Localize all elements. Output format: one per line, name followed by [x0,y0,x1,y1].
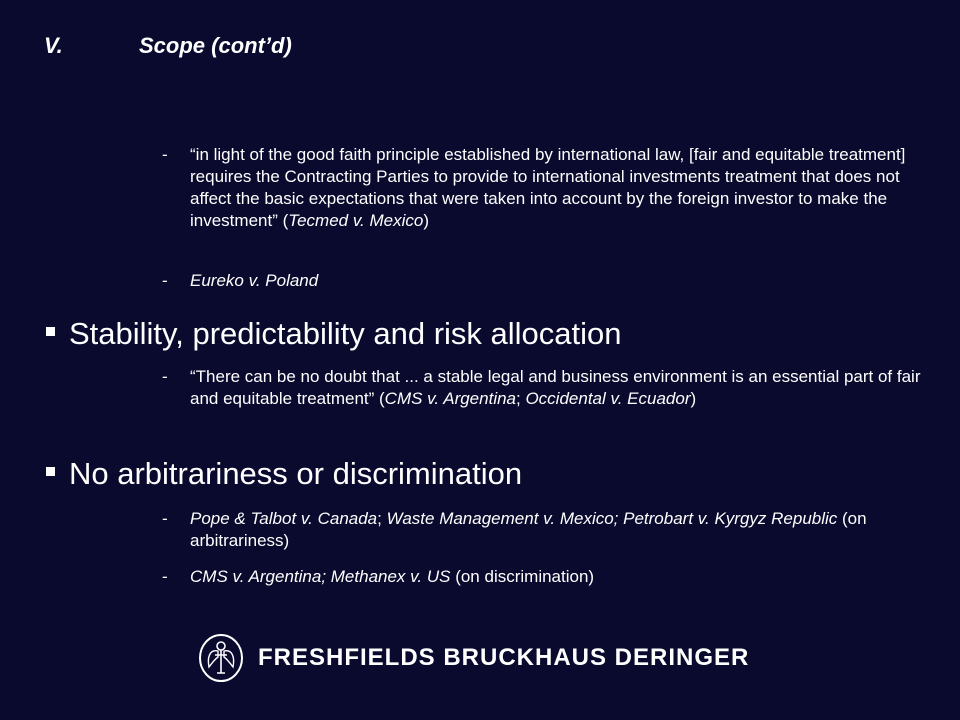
quote-text [190,144,922,232]
angel-emblem-icon [198,633,244,683]
quote-suffix: ) [690,389,697,408]
dash-marker: - [162,567,168,586]
case-name: Waste Management v. Mexico; Petrobart v. Kyrgyz Republic [386,509,838,528]
quote-body: “in light of the good faith principle established by international law, [fair and equitable treatment] requires the Contracting Parties to provide to international investments treatment that does not affect the basic expectations that were taken into account by the foreign investor to make the investment” ( [190,145,906,230]
dash-marker: - [162,367,168,386]
section-title: Scope (cont’d) [139,33,292,58]
case-text [190,270,922,292]
case-item [162,566,922,588]
dash-marker: - [162,145,168,164]
bullet-heading-text: No arbitrariness or discrimination [69,456,523,491]
square-bullet-icon [46,327,55,336]
case-name: Tecmed v. Mexico [288,211,424,230]
quote-text [190,366,922,410]
case-text [190,508,922,552]
bullet-heading [46,316,622,352]
case-name: Pope & Talbot v. Canada [190,509,378,528]
bullet-heading [46,456,522,492]
square-bullet-icon [46,467,55,476]
quote-item [162,144,922,232]
dash-marker: - [162,271,168,290]
separator: ; [377,509,387,528]
case-item [162,508,922,552]
firm-logo [198,632,749,684]
case-name: Eureko v. Poland [190,271,319,290]
case-name: Occidental v. Ecuador [525,389,691,408]
case-item [162,270,922,292]
case-note: (on discrimination) [450,567,595,586]
quote-body: “There can be no doubt that ... a stable legal and business environment is an essential part of fair and equitable treatment” ( [190,367,921,408]
case-name: CMS v. Argentina [384,389,516,408]
firm-name: FRESHFIELDS BRUCKHAUS DERINGER [258,644,750,671]
dash-marker: - [162,509,168,528]
quote-item [162,366,922,410]
case-note: (on arbitrariness) [190,509,867,550]
case-name: CMS v. Argentina; Methanex v. US [190,567,451,586]
bullet-heading-text: Stability, predictability and risk allocation [69,316,622,351]
separator: ; [516,389,526,408]
case-text [190,566,922,588]
quote-suffix: ) [423,211,430,230]
section-number: V. [44,33,63,58]
